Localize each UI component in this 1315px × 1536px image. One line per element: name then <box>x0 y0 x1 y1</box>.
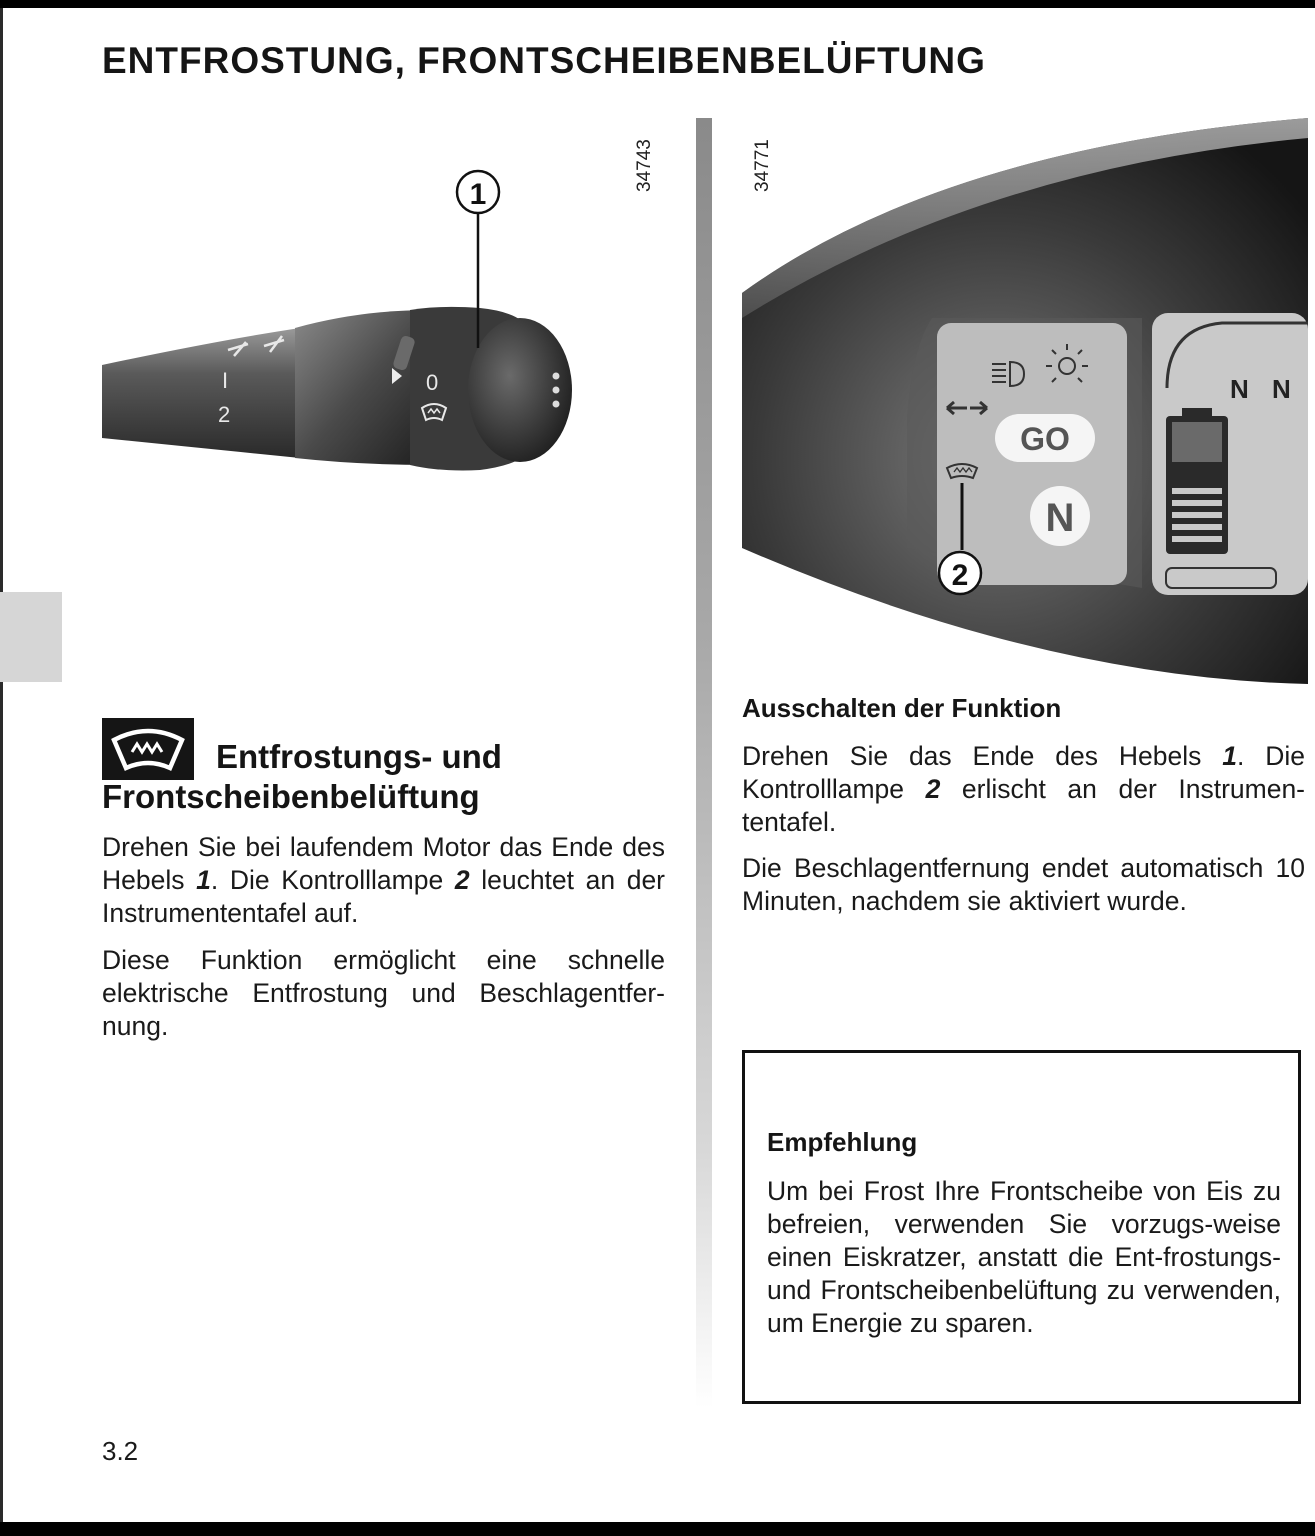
marking-0: 0 <box>426 370 439 395</box>
svg-text:N: N <box>1230 374 1249 404</box>
section-paragraph-2: Diese Funktion ermöglicht eine schnelle elektrische Entfrostung und Beschlagentfer-nung. <box>102 945 665 1041</box>
bottom-border <box>0 1522 1315 1536</box>
figure-id-right: 34771 <box>752 139 773 192</box>
switch-off-paragraph-2: Die Beschlagentfernung endet automatisch 10 Minuten, nachdem sie aktiviert wurde. <box>742 853 1305 916</box>
svg-text:N: N <box>1272 374 1291 404</box>
switch-off-paragraph-1: Drehen Sie das Ende des Hebels 1. Die Kontrolllampe 2 erlischt an der Instrumen-tentafel. <box>742 741 1306 837</box>
stalk-lever-figure <box>100 160 580 500</box>
chapter-tab <box>0 592 62 682</box>
stalk-collar <box>295 310 430 465</box>
top-border <box>0 0 1315 8</box>
section-title-line1: Entfrostungs- und <box>216 738 502 775</box>
section-paragraph-1: Drehen Sie bei laufendem Motor das Ende des Hebels 1. Die Kontrolllampe 2 leuchtet an der Instrumententafel auf. <box>102 832 666 928</box>
switch-off-heading: Ausschalten der Funktion <box>742 693 1062 723</box>
marking-2: 2 <box>218 402 231 427</box>
recommendation-text: Um bei Frost Ihre Frontscheibe von Eis zu befreien, verwenden Sie vorzugs-weise einen Eiskratzer, anstatt die Ent-frostungs- und Frontscheibenbelüftung zu verwenden, um Energie zu sparen. <box>767 1176 1281 1338</box>
n-label: N <box>1045 496 1075 540</box>
instrument-panel-figure <box>742 118 1308 684</box>
marking-I: I <box>222 368 229 393</box>
page-title: ENTFROSTUNG, FRONTSCHEIBENBELÜFTUNG <box>102 40 986 81</box>
callout-2: 2 <box>951 559 969 592</box>
windscreen-defrost-icon <box>102 718 194 780</box>
callout-1: 1 <box>469 178 487 211</box>
recommendation-box <box>742 1050 1301 1404</box>
section-title-line2: Frontscheibenbelüftung <box>102 778 480 815</box>
figure-id-left: 34743 <box>634 139 655 192</box>
stalk-body <box>102 328 300 458</box>
left-edge-line <box>0 8 3 1522</box>
page-number: 3.2 <box>102 1436 139 1466</box>
column-divider <box>696 118 712 1408</box>
recommendation-heading: Empfehlung <box>767 1127 918 1157</box>
go-label: GO <box>1020 421 1070 457</box>
